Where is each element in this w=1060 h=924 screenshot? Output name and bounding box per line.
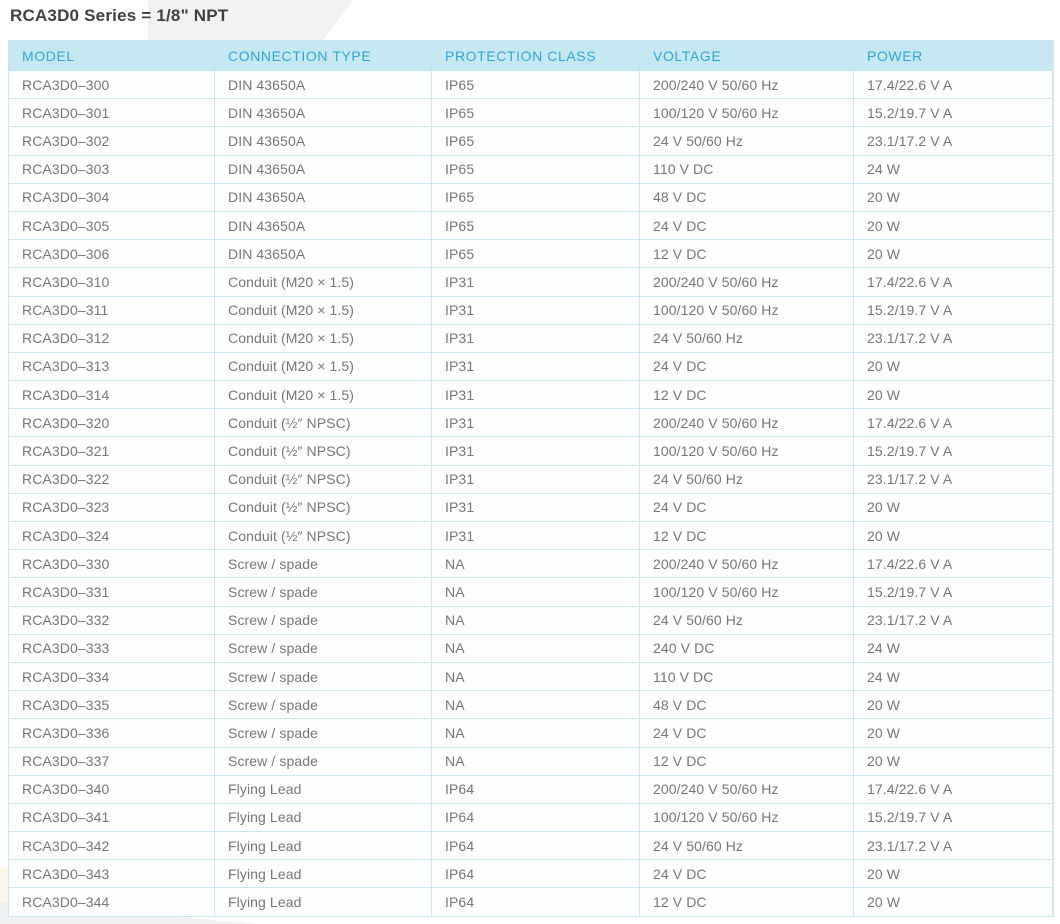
cell-model: RCA3D0–310 xyxy=(9,268,215,296)
cell-voltage: 12 V DC xyxy=(640,888,854,916)
cell-voltage: 200/240 V 50/60 Hz xyxy=(640,268,854,296)
table-row xyxy=(9,662,1053,690)
table-row xyxy=(9,550,1053,578)
cell-connection-type: DIN 43650A xyxy=(215,240,432,268)
table-row xyxy=(9,634,1053,662)
table-row xyxy=(9,296,1053,324)
cell-protection-class: NA xyxy=(432,606,640,634)
cell-protection-class: IP31 xyxy=(432,352,640,380)
cell-power: 20 W xyxy=(854,522,1053,550)
cell-power: 24 W xyxy=(854,634,1053,662)
cell-voltage: 24 V 50/60 Hz xyxy=(640,465,854,493)
cell-connection-type: DIN 43650A xyxy=(215,155,432,183)
cell-protection-class: IP31 xyxy=(432,324,640,352)
cell-model: RCA3D0–332 xyxy=(9,606,215,634)
table-row xyxy=(9,211,1053,239)
table-row xyxy=(9,465,1053,493)
cell-connection-type: Conduit (M20 × 1.5) xyxy=(215,296,432,324)
cell-protection-class: IP65 xyxy=(432,155,640,183)
cell-power: 20 W xyxy=(854,352,1053,380)
cell-voltage: 100/120 V 50/60 Hz xyxy=(640,578,854,606)
cell-voltage: 200/240 V 50/60 Hz xyxy=(640,71,854,99)
cell-protection-class: IP64 xyxy=(432,832,640,860)
table-row xyxy=(9,268,1053,296)
cell-model: RCA3D0–323 xyxy=(9,493,215,521)
cell-protection-class: IP64 xyxy=(432,803,640,831)
cell-connection-type: Screw / spade xyxy=(215,634,432,662)
cell-power: 20 W xyxy=(854,860,1053,888)
cell-voltage: 200/240 V 50/60 Hz xyxy=(640,550,854,578)
cell-voltage: 12 V DC xyxy=(640,522,854,550)
cell-connection-type: Screw / spade xyxy=(215,606,432,634)
cell-connection-type: DIN 43650A xyxy=(215,71,432,99)
cell-protection-class: IP65 xyxy=(432,211,640,239)
cell-power: 20 W xyxy=(854,888,1053,916)
cell-voltage: 24 V 50/60 Hz xyxy=(640,832,854,860)
cell-power: 23.1/17.2 V A xyxy=(854,324,1053,352)
cell-voltage: 100/120 V 50/60 Hz xyxy=(640,99,854,127)
cell-power: 15.2/19.7 V A xyxy=(854,437,1053,465)
cell-model: RCA3D0–300 xyxy=(9,71,215,99)
spec-table xyxy=(8,40,1054,917)
cell-protection-class: IP31 xyxy=(432,296,640,324)
table-row xyxy=(9,127,1053,155)
cell-power: 17.4/22.6 V A xyxy=(854,550,1053,578)
cell-model: RCA3D0–324 xyxy=(9,522,215,550)
cell-model: RCA3D0–342 xyxy=(9,832,215,860)
table-row xyxy=(9,99,1053,127)
cell-voltage: 24 V DC xyxy=(640,860,854,888)
column-header-protection-class: PROTECTION CLASS xyxy=(432,41,640,71)
table-row xyxy=(9,71,1053,99)
cell-voltage: 24 V 50/60 Hz xyxy=(640,324,854,352)
cell-protection-class: NA xyxy=(432,634,640,662)
cell-connection-type: Conduit (½″ NPSC) xyxy=(215,465,432,493)
cell-protection-class: IP65 xyxy=(432,99,640,127)
table-row xyxy=(9,409,1053,437)
cell-power: 17.4/22.6 V A xyxy=(854,268,1053,296)
cell-connection-type: Conduit (½″ NPSC) xyxy=(215,522,432,550)
column-header-power: POWER xyxy=(854,41,1053,71)
table-row xyxy=(9,691,1053,719)
cell-voltage: 24 V DC xyxy=(640,352,854,380)
cell-power: 20 W xyxy=(854,381,1053,409)
cell-power: 23.1/17.2 V A xyxy=(854,606,1053,634)
cell-power: 17.4/22.6 V A xyxy=(854,409,1053,437)
cell-protection-class: IP65 xyxy=(432,240,640,268)
cell-connection-type: Flying Lead xyxy=(215,775,432,803)
cell-power: 20 W xyxy=(854,211,1053,239)
cell-protection-class: NA xyxy=(432,662,640,690)
table-row xyxy=(9,860,1053,888)
cell-connection-type: Flying Lead xyxy=(215,803,432,831)
cell-power: 20 W xyxy=(854,240,1053,268)
cell-model: RCA3D0–304 xyxy=(9,183,215,211)
table-row xyxy=(9,240,1053,268)
table-row xyxy=(9,606,1053,634)
cell-connection-type: DIN 43650A xyxy=(215,127,432,155)
table-row xyxy=(9,493,1053,521)
cell-connection-type: Screw / spade xyxy=(215,747,432,775)
cell-model: RCA3D0–331 xyxy=(9,578,215,606)
cell-connection-type: Conduit (M20 × 1.5) xyxy=(215,381,432,409)
cell-power: 15.2/19.7 V A xyxy=(854,99,1053,127)
cell-connection-type: Conduit (½″ NPSC) xyxy=(215,437,432,465)
cell-protection-class: IP64 xyxy=(432,888,640,916)
cell-power: 17.4/22.6 V A xyxy=(854,71,1053,99)
cell-connection-type: Conduit (½″ NPSC) xyxy=(215,493,432,521)
table-row xyxy=(9,522,1053,550)
cell-power: 20 W xyxy=(854,183,1053,211)
cell-model: RCA3D0–305 xyxy=(9,211,215,239)
cell-voltage: 12 V DC xyxy=(640,240,854,268)
cell-protection-class: NA xyxy=(432,719,640,747)
cell-power: 23.1/17.2 V A xyxy=(854,465,1053,493)
cell-power: 20 W xyxy=(854,493,1053,521)
cell-model: RCA3D0–314 xyxy=(9,381,215,409)
cell-protection-class: NA xyxy=(432,550,640,578)
cell-voltage: 24 V DC xyxy=(640,719,854,747)
table-row xyxy=(9,324,1053,352)
cell-connection-type: Screw / spade xyxy=(215,719,432,747)
cell-power: 15.2/19.7 V A xyxy=(854,803,1053,831)
cell-power: 15.2/19.7 V A xyxy=(854,578,1053,606)
cell-power: 20 W xyxy=(854,719,1053,747)
cell-power: 23.1/17.2 V A xyxy=(854,127,1053,155)
table-row xyxy=(9,775,1053,803)
table-row xyxy=(9,747,1053,775)
cell-protection-class: IP64 xyxy=(432,860,640,888)
table-row xyxy=(9,888,1053,916)
cell-power: 15.2/19.7 V A xyxy=(854,296,1053,324)
cell-model: RCA3D0–313 xyxy=(9,352,215,380)
table-row xyxy=(9,155,1053,183)
cell-voltage: 110 V DC xyxy=(640,155,854,183)
cell-protection-class: IP64 xyxy=(432,775,640,803)
cell-connection-type: Screw / spade xyxy=(215,662,432,690)
cell-voltage: 100/120 V 50/60 Hz xyxy=(640,803,854,831)
cell-voltage: 24 V DC xyxy=(640,211,854,239)
cell-connection-type: Screw / spade xyxy=(215,550,432,578)
cell-model: RCA3D0–330 xyxy=(9,550,215,578)
table-row xyxy=(9,183,1053,211)
column-header-voltage: VOLTAGE xyxy=(640,41,854,71)
cell-power: 20 W xyxy=(854,691,1053,719)
cell-protection-class: IP31 xyxy=(432,437,640,465)
cell-connection-type: Conduit (½″ NPSC) xyxy=(215,409,432,437)
cell-connection-type: Flying Lead xyxy=(215,832,432,860)
cell-protection-class: NA xyxy=(432,578,640,606)
cell-voltage: 24 V DC xyxy=(640,493,854,521)
cell-connection-type: Conduit (M20 × 1.5) xyxy=(215,352,432,380)
cell-model: RCA3D0–343 xyxy=(9,860,215,888)
cell-power: 24 W xyxy=(854,662,1053,690)
cell-protection-class: IP31 xyxy=(432,493,640,521)
table-row xyxy=(9,719,1053,747)
cell-model: RCA3D0–306 xyxy=(9,240,215,268)
cell-model: RCA3D0–322 xyxy=(9,465,215,493)
cell-connection-type: Conduit (M20 × 1.5) xyxy=(215,268,432,296)
table-row xyxy=(9,803,1053,831)
cell-connection-type: Flying Lead xyxy=(215,860,432,888)
table-row xyxy=(9,352,1053,380)
cell-protection-class: IP31 xyxy=(432,465,640,493)
cell-connection-type: Conduit (M20 × 1.5) xyxy=(215,324,432,352)
cell-model: RCA3D0–341 xyxy=(9,803,215,831)
table-row xyxy=(9,832,1053,860)
table-header xyxy=(9,41,1053,71)
cell-voltage: 24 V 50/60 Hz xyxy=(640,127,854,155)
cell-protection-class: NA xyxy=(432,691,640,719)
cell-voltage: 12 V DC xyxy=(640,747,854,775)
cell-voltage: 100/120 V 50/60 Hz xyxy=(640,296,854,324)
column-header-model: MODEL xyxy=(9,41,215,71)
cell-voltage: 48 V DC xyxy=(640,183,854,211)
cell-voltage: 240 V DC xyxy=(640,634,854,662)
cell-voltage: 48 V DC xyxy=(640,691,854,719)
table-row xyxy=(9,437,1053,465)
cell-voltage: 200/240 V 50/60 Hz xyxy=(640,409,854,437)
cell-voltage: 24 V 50/60 Hz xyxy=(640,606,854,634)
cell-model: RCA3D0–311 xyxy=(9,296,215,324)
cell-connection-type: DIN 43650A xyxy=(215,183,432,211)
cell-power: 24 W xyxy=(854,155,1053,183)
table-row xyxy=(9,381,1053,409)
cell-protection-class: IP31 xyxy=(432,381,640,409)
table-row xyxy=(9,578,1053,606)
cell-protection-class: IP65 xyxy=(432,127,640,155)
cell-model: RCA3D0–321 xyxy=(9,437,215,465)
cell-connection-type: Screw / spade xyxy=(215,691,432,719)
cell-connection-type: DIN 43650A xyxy=(215,99,432,127)
cell-model: RCA3D0–340 xyxy=(9,775,215,803)
cell-model: RCA3D0–303 xyxy=(9,155,215,183)
cell-voltage: 12 V DC xyxy=(640,381,854,409)
cell-power: 23.1/17.2 V A xyxy=(854,832,1053,860)
cell-model: RCA3D0–333 xyxy=(9,634,215,662)
cell-protection-class: NA xyxy=(432,747,640,775)
cell-model: RCA3D0–336 xyxy=(9,719,215,747)
cell-connection-type: Flying Lead xyxy=(215,888,432,916)
page-title: RCA3D0 Series = 1/8" NPT xyxy=(10,6,229,25)
cell-model: RCA3D0–301 xyxy=(9,99,215,127)
cell-protection-class: IP31 xyxy=(432,522,640,550)
cell-connection-type: Screw / spade xyxy=(215,578,432,606)
cell-model: RCA3D0–335 xyxy=(9,691,215,719)
cell-protection-class: IP65 xyxy=(432,183,640,211)
cell-model: RCA3D0–344 xyxy=(9,888,215,916)
cell-model: RCA3D0–337 xyxy=(9,747,215,775)
cell-model: RCA3D0–302 xyxy=(9,127,215,155)
cell-power: 17.4/22.6 V A xyxy=(854,775,1053,803)
cell-voltage: 100/120 V 50/60 Hz xyxy=(640,437,854,465)
cell-connection-type: DIN 43650A xyxy=(215,211,432,239)
cell-protection-class: IP31 xyxy=(432,409,640,437)
cell-voltage: 110 V DC xyxy=(640,662,854,690)
column-header-connection-type: CONNECTION TYPE xyxy=(215,41,432,71)
cell-voltage: 200/240 V 50/60 Hz xyxy=(640,775,854,803)
cell-model: RCA3D0–334 xyxy=(9,662,215,690)
cell-protection-class: IP65 xyxy=(432,71,640,99)
cell-protection-class: IP31 xyxy=(432,268,640,296)
table-body xyxy=(9,71,1053,917)
cell-model: RCA3D0–312 xyxy=(9,324,215,352)
cell-power: 20 W xyxy=(854,747,1053,775)
table-header-row xyxy=(9,41,1053,71)
cell-model: RCA3D0–320 xyxy=(9,409,215,437)
